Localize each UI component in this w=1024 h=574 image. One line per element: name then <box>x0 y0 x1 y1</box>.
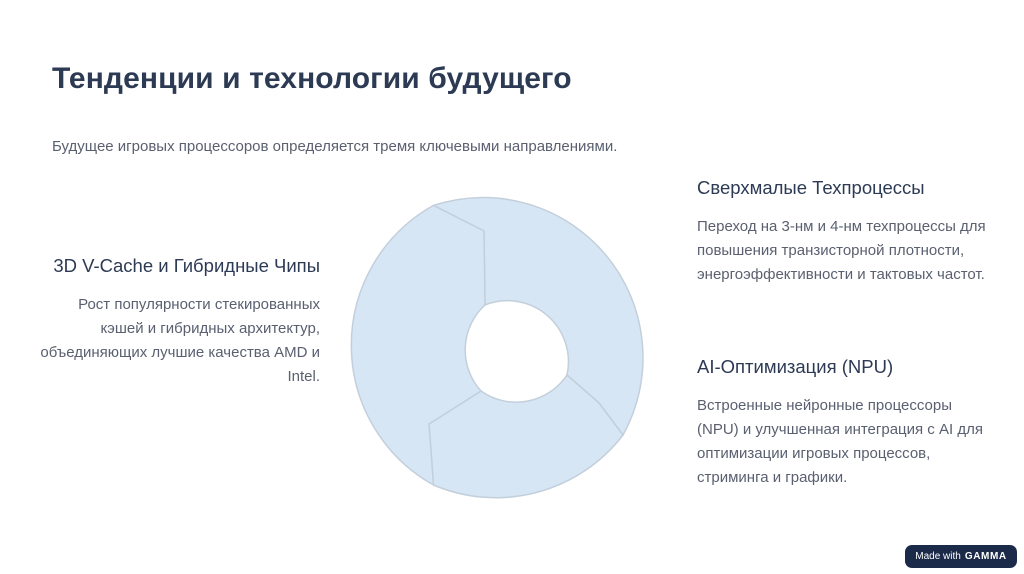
feature-process-nodes <box>697 175 997 287</box>
feature-3d-vcache <box>40 253 320 389</box>
feature-text: Встроенные нейронные процессоры (NPU) и улучшенная интеграция с AI для оптимизации игровых процессов, стриминга и графики. <box>697 397 983 486</box>
feature-ai-npu <box>697 354 997 490</box>
page-subtitle: Будущее игровых процессоров определяется тремя ключевыми направлениями. <box>52 138 618 155</box>
feature-text: Рост популярности стекированных кэшей и гибридных архитектур, объединяющих лучшие качества AMD и Intel. <box>40 296 320 385</box>
made-with-gamma-badge[interactable] <box>905 545 1017 568</box>
feature-heading: 3D V-Cache и Гибридные Чипы <box>53 255 320 276</box>
badge-prefix: Made with <box>915 551 961 562</box>
feature-heading: AI-Оптимизация (NPU) <box>697 356 894 377</box>
cycle-diagram <box>340 175 680 515</box>
page-title: Тенденции и технологии будущего <box>52 62 572 95</box>
gamma-logo: GAMMA <box>964 551 1007 562</box>
feature-text: Переход на 3-нм и 4-нм техпроцессы для повышения транзисторной плотности, энергоэффективности и тактовых частот. <box>697 218 986 283</box>
feature-heading: Сверхмалые Техпроцессы <box>697 177 925 198</box>
